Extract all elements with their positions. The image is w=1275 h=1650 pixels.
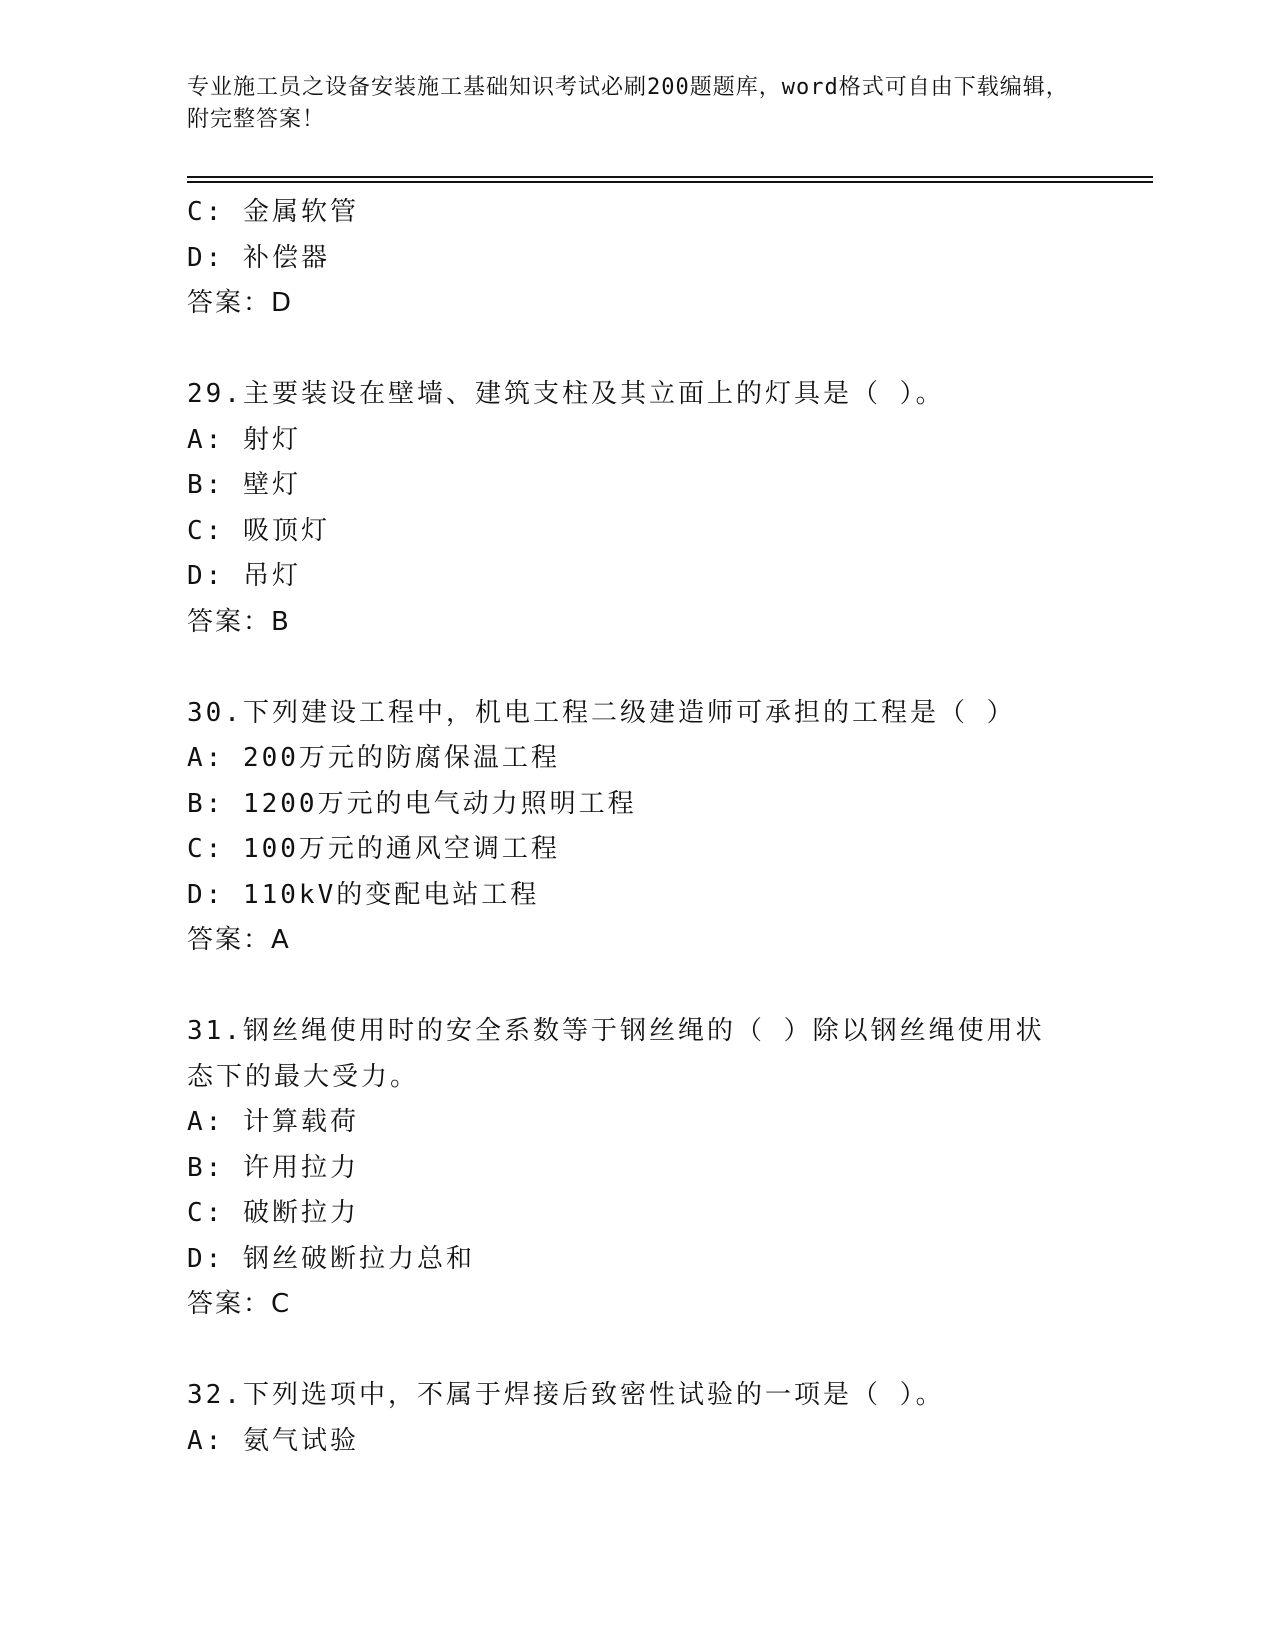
question-text <box>187 1009 1067 1100</box>
option-separator: : <box>205 879 243 910</box>
option-text: 200万元的防腐保温工程 <box>242 743 560 773</box>
option-line <box>187 736 1087 782</box>
question-body: 下列选项中，不属于焊接后致密性试验的一项是（ ）。 <box>242 1380 945 1410</box>
option-separator: : <box>205 834 243 864</box>
answer-line <box>187 600 1087 646</box>
option-label: C <box>187 515 206 546</box>
option-text: 吸顶灯 <box>242 515 330 546</box>
option-label: A <box>187 743 206 773</box>
option-label: C <box>187 1198 206 1228</box>
option-separator: : <box>205 1152 243 1183</box>
option-label: C <box>187 197 206 227</box>
option-separator: : <box>205 1243 243 1274</box>
answer-value: B <box>271 606 291 637</box>
option-line <box>187 873 1087 919</box>
option-line <box>187 554 1087 600</box>
question-text <box>187 372 1087 418</box>
question-list <box>187 190 1087 1464</box>
question-text <box>187 1373 1087 1419</box>
answer-line <box>187 918 1087 964</box>
option-separator: : <box>205 1198 243 1228</box>
answer-value: C <box>271 1289 292 1319</box>
option-label: D <box>187 1243 206 1274</box>
option-separator: : <box>205 1425 243 1456</box>
option-label: C <box>187 834 206 864</box>
header-rule-top <box>187 176 1153 178</box>
option-separator: : <box>205 515 243 546</box>
option-label: D <box>187 879 206 910</box>
question-body: 主要装设在壁墙、建筑支柱及其立面上的灯具是（ ）。 <box>242 379 945 409</box>
option-line <box>187 509 1087 555</box>
option-text: 破断拉力 <box>242 1198 359 1228</box>
question-body: 钢丝绳使用时的安全系数等于钢丝绳的（ ）除以钢丝绳使用状态下的最大受力。 <box>187 1016 1045 1092</box>
option-label: D <box>187 561 206 591</box>
spacer <box>187 645 1087 691</box>
option-label: B <box>187 788 206 819</box>
question-number: 30. <box>187 697 243 728</box>
answer-label: 答案： <box>187 1289 272 1319</box>
option-separator: : <box>205 197 243 227</box>
option-text: 金属软管 <box>242 197 359 227</box>
question-number: 32. <box>187 1380 243 1410</box>
option-line <box>187 236 1087 282</box>
option-line <box>187 827 1087 873</box>
question-number: 29. <box>187 379 243 409</box>
option-separator: : <box>205 743 243 773</box>
option-line <box>187 1146 1087 1192</box>
question-body: 下列建设工程中，机电工程二级建造师可承担的工程是（ ） <box>242 697 1016 728</box>
answer-label: 答案： <box>187 925 272 955</box>
option-line <box>187 782 1087 828</box>
option-text: 计算载荷 <box>242 1107 359 1137</box>
option-text: 补偿器 <box>242 242 330 273</box>
answer-label: 答案： <box>187 288 272 318</box>
option-separator: : <box>205 561 243 591</box>
option-text: 许用拉力 <box>242 1152 359 1183</box>
option-text: 吊灯 <box>242 561 301 591</box>
option-label: B <box>187 1152 206 1183</box>
option-separator: : <box>205 788 243 819</box>
question-number: 31. <box>187 1016 243 1046</box>
option-text: 壁灯 <box>242 470 301 500</box>
answer-line <box>187 281 1087 327</box>
option-separator: : <box>205 242 243 273</box>
option-label: A <box>187 1107 206 1137</box>
spacer <box>187 1328 1087 1374</box>
option-line <box>187 1191 1087 1237</box>
answer-label: 答案： <box>187 606 272 637</box>
option-line <box>187 1419 1087 1465</box>
option-label: B <box>187 470 206 500</box>
option-line <box>187 463 1087 509</box>
header-rule-bottom <box>187 181 1153 183</box>
option-line <box>187 190 1087 236</box>
option-separator: : <box>205 470 243 500</box>
spacer <box>187 327 1087 373</box>
option-separator: : <box>205 424 243 455</box>
option-line <box>187 1100 1087 1146</box>
answer-value: D <box>271 288 294 318</box>
spacer <box>187 964 1087 1010</box>
option-label: A <box>187 424 206 455</box>
option-label: A <box>187 1425 206 1456</box>
option-line <box>187 418 1087 464</box>
document-title: 专业施工员之设备安装施工基础知识考试必刷200题题库，word格式可自由下载编辑，附完整答案！ <box>187 75 1069 132</box>
option-text: 钢丝破断拉力总和 <box>242 1243 475 1274</box>
answer-line <box>187 1282 1087 1328</box>
document-header <box>187 72 1087 136</box>
option-separator: : <box>205 1107 243 1137</box>
question-text <box>187 691 1087 737</box>
option-text: 射灯 <box>242 424 301 455</box>
answer-value: A <box>271 925 291 955</box>
option-text: 氨气试验 <box>242 1425 359 1456</box>
option-text: 1200万元的电气动力照明工程 <box>242 788 637 819</box>
option-line <box>187 1237 1087 1283</box>
option-text: 100万元的通风空调工程 <box>242 834 560 864</box>
option-label: D <box>187 242 206 273</box>
option-text: 110kV的变配电站工程 <box>242 879 540 910</box>
